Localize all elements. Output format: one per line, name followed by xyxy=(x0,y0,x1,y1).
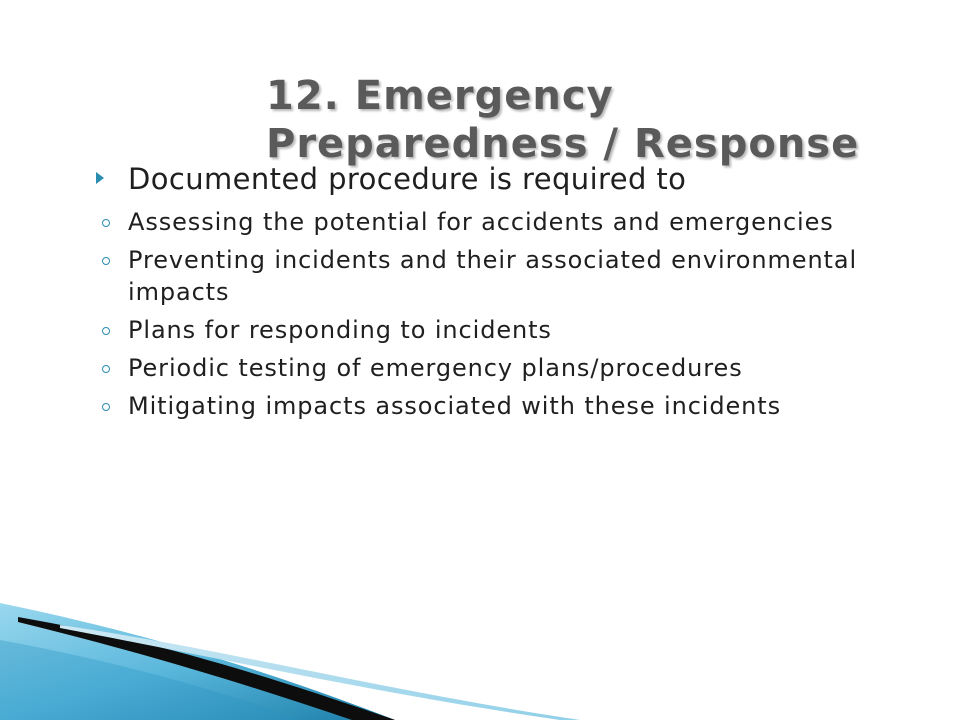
bullet-list xyxy=(96,160,896,428)
sub-bullet-text: Preventing incidents and their associated environmental impacts xyxy=(128,246,858,306)
sub-bullet-text: Periodic testing of emergency plans/procedures xyxy=(128,354,743,382)
main-bullet xyxy=(96,160,896,198)
sub-bullet xyxy=(100,352,896,384)
circle-bullet-icon xyxy=(102,257,110,265)
triangle-bullet-icon xyxy=(96,172,104,184)
circle-bullet-icon xyxy=(102,219,110,227)
sub-bullet-text: Plans for responding to incidents xyxy=(128,316,552,344)
sub-bullet xyxy=(100,314,896,346)
circle-bullet-icon xyxy=(102,327,110,335)
sub-bullet xyxy=(100,206,896,238)
sub-bullet-text: Assessing the potential for accidents and emergencies xyxy=(128,208,834,236)
sub-bullet xyxy=(100,390,896,422)
circle-bullet-icon xyxy=(102,403,110,411)
sub-bullet xyxy=(100,244,896,308)
circle-bullet-icon xyxy=(102,365,110,373)
slide-title: 12. Emergency Preparedness / Response xyxy=(266,73,860,167)
sub-bullet-text: Mitigating impacts associated with these incidents xyxy=(128,392,781,420)
main-bullet-text: Documented procedure is required to xyxy=(128,162,687,196)
